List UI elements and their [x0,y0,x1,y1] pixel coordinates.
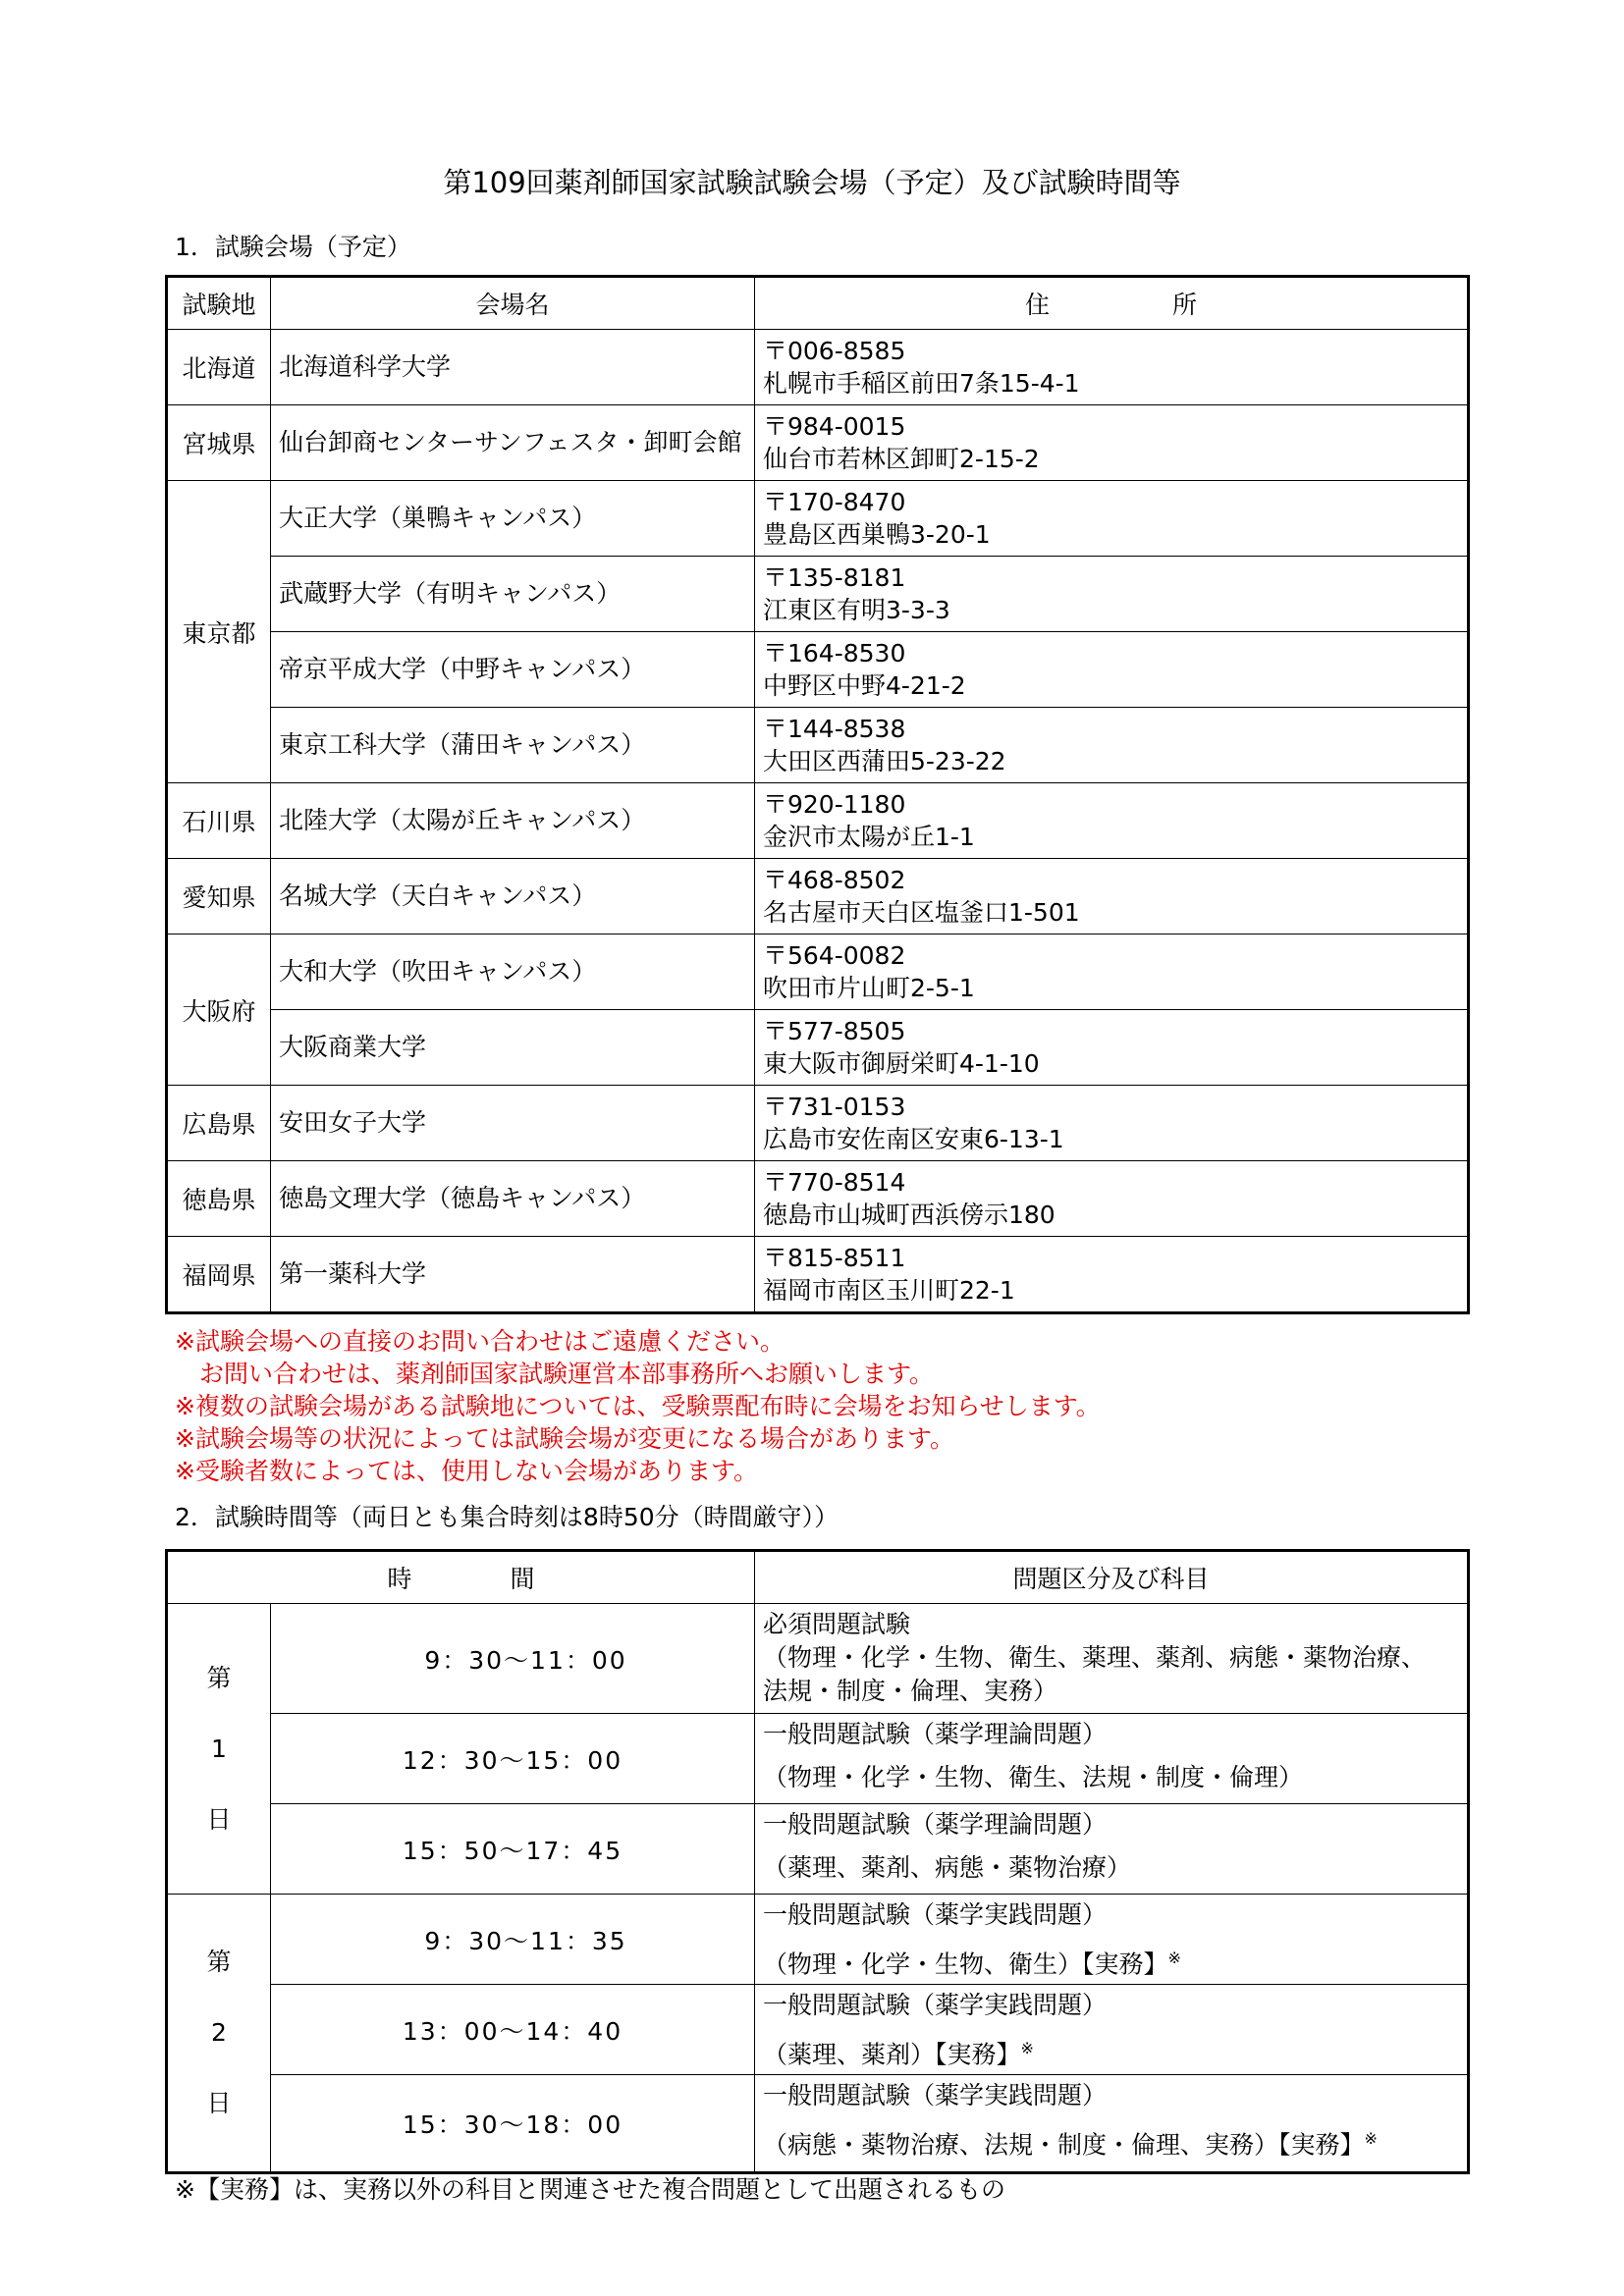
postal-code: 〒984-0015 [763,412,906,441]
venue-cell: 名城大学（天白キャンパス） [271,859,755,934]
subject-cell: 一般問題試験（薬学実践問題） （病態・薬物治療、法規・制度・倫理、実務）【実務】※ [755,2075,1469,2173]
section-heading-schedule: 2．試験時間等（両日とも集合時刻は8時50分（時間厳守）） [175,1503,839,1531]
address-cell [755,330,1469,405]
prefecture-cell: 東京都 [167,481,271,783]
address-cell [755,481,1469,557]
address-cell [755,1086,1469,1161]
venue-table-header [167,277,1469,330]
subject-cell: 一般問題試験（薬学実践問題） （薬理、薬剤）【実務】※ [755,1985,1469,2075]
address-cell [755,1010,1469,1086]
prefecture-cell: 愛知県 [167,859,271,934]
street-address: 札幌市手稲区前田7条15-4-1 [763,369,1080,398]
street-address: 豊島区西巣鴨3-20-1 [763,520,991,549]
table-row [167,1895,1469,1985]
postal-code: 〒006-8585 [763,337,906,365]
page-title: 第109回薬剤師国家試験試験会場（予定）及び試験時間等 [443,166,1181,199]
subject-cell: 必須問題試験 （物理・化学・生物、衛生、薬理、薬剤、病態・薬物治療、 法規・制度・倫理、実務） [755,1604,1469,1714]
table-row [167,1714,1469,1804]
asterisk-mark: ※ [1020,2039,1034,2057]
asterisk-mark: ※ [1364,2129,1378,2148]
prefecture-cell: 福岡県 [167,1237,271,1313]
subject-cell: 一般問題試験（薬学理論問題） （薬理、薬剤、病態・薬物治療） [755,1804,1469,1895]
table-row [167,557,1469,632]
venue-table [165,275,1470,1314]
time-cell: 9：30～11：00 [271,1604,755,1714]
asterisk-mark: ※ [1167,1949,1181,1967]
address-cell [755,934,1469,1010]
table-row [167,405,1469,481]
address-cell [755,632,1469,708]
street-address: 福岡市南区玉川町22-1 [763,1276,1015,1305]
table-row [167,1237,1469,1313]
table-row [167,1086,1469,1161]
venue-cell: 第一薬科大学 [271,1237,755,1313]
footnote: ※【実務】は、実務以外の科目と関連させた複合問題として出題されるもの [175,2175,1005,2204]
venue-cell: 徳島文理大学（徳島キャンパス） [271,1161,755,1237]
street-address: 徳島市山城町西浜傍示180 [763,1201,1056,1229]
venue-notes [175,1325,1101,1487]
table-row [167,2075,1469,2173]
table-row [167,632,1469,708]
note-line: ※試験会場等の状況によっては試験会場が変更になる場合があります。 [175,1424,954,1453]
header-time: 時 間 [167,1551,755,1604]
street-address: 東大阪市御厨栄町4-1-10 [763,1049,1040,1078]
subject-cell: 一般問題試験（薬学理論問題） （物理・化学・生物、衛生、法規・制度・倫理） [755,1714,1469,1804]
prefecture-cell: 大阪府 [167,934,271,1086]
table-row [167,481,1469,557]
postal-code: 〒170-8470 [763,488,906,516]
header-subjects: 問題区分及び科目 [755,1551,1469,1604]
venue-cell: 大正大学（巣鴨キャンパス） [271,481,755,557]
table-row [167,1604,1469,1714]
postal-code: 〒564-0082 [763,941,906,970]
street-address: 江東区有明3-3-3 [763,596,950,624]
note-line: ※受験者数によっては、使用しない会場があります。 [175,1457,758,1485]
postal-code: 〒770-8514 [763,1168,906,1197]
prefecture-cell: 徳島県 [167,1161,271,1237]
table-row [167,934,1469,1010]
prefecture-cell: 北海道 [167,330,271,405]
table-row [167,1804,1469,1895]
postal-code: 〒468-8502 [763,866,906,894]
note-line: ※試験会場への直接のお問い合わせはご遠慮ください。 [175,1327,785,1356]
subject-cell: 一般問題試験（薬学実践問題） （物理・化学・生物、衛生）【実務】※ [755,1895,1469,1985]
schedule-table-header [167,1551,1469,1604]
venue-cell: 仙台卸商センターサンフェスタ・卸町会館 [271,405,755,481]
address-cell [755,708,1469,783]
header-prefecture: 試験地 [167,277,271,330]
postal-code: 〒920-1180 [763,790,906,819]
street-address: 名古屋市天白区塩釜口1-501 [763,898,1080,927]
venue-cell: 武蔵野大学（有明キャンパス） [271,557,755,632]
header-address: 住 所 [755,277,1469,330]
street-address: 金沢市太陽が丘1-1 [763,823,975,851]
postal-code: 〒144-8538 [763,715,906,743]
schedule-table [165,1549,1470,2174]
table-row [167,1161,1469,1237]
street-address: 吹田市片山町2-5-1 [763,974,975,1002]
street-address: 仙台市若林区卸町2-15-2 [763,445,1040,473]
postal-code: 〒135-8181 [763,563,906,592]
table-row [167,708,1469,783]
venue-cell: 北海道科学大学 [271,330,755,405]
note-line: ※複数の試験会場がある試験地については、受験票配布時に会場をお知らせします。 [175,1392,1101,1420]
prefecture-cell: 広島県 [167,1086,271,1161]
postal-code: 〒731-0153 [763,1093,906,1121]
venue-cell: 大阪商業大学 [271,1010,755,1086]
street-address: 中野区中野4-21-2 [763,671,966,700]
venue-cell: 安田女子大学 [271,1086,755,1161]
table-row [167,1010,1469,1086]
table-row [167,1985,1469,2075]
time-cell: 15：30～18：00 [271,2075,755,2173]
street-address: 大田区西蒲田5-23-22 [763,747,1006,775]
prefecture-cell: 宮城県 [167,405,271,481]
time-cell: 15：50～17：45 [271,1804,755,1895]
address-cell [755,405,1469,481]
venue-cell: 東京工科大学（蒲田キャンパス） [271,708,755,783]
table-row [167,859,1469,934]
address-cell [755,557,1469,632]
note-line: お問い合わせは、薬剤師国家試験運営本部事務所へお願いします。 [175,1360,935,1388]
table-row [167,330,1469,405]
section-heading-venues: 1．試験会場（予定） [175,233,411,261]
table-row [167,783,1469,859]
address-cell [755,1161,1469,1237]
address-cell [755,859,1469,934]
day-2-label: 第 2 日 [167,1895,271,2173]
postal-code: 〒164-8530 [763,639,906,667]
time-cell: 13：00～14：40 [271,1985,755,2075]
postal-code: 〒577-8505 [763,1017,906,1045]
address-cell [755,783,1469,859]
postal-code: 〒815-8511 [763,1244,906,1272]
address-cell [755,1237,1469,1313]
venue-cell: 北陸大学（太陽が丘キャンパス） [271,783,755,859]
prefecture-cell: 石川県 [167,783,271,859]
time-cell: 12：30～15：00 [271,1714,755,1804]
day-1-label: 第 1 日 [167,1604,271,1895]
venue-cell: 大和大学（吹田キャンパス） [271,934,755,1010]
header-venue: 会場名 [271,277,755,330]
time-cell: 9：30～11：35 [271,1895,755,1985]
street-address: 広島市安佐南区安東6-13-1 [763,1125,1064,1153]
venue-cell: 帝京平成大学（中野キャンパス） [271,632,755,708]
